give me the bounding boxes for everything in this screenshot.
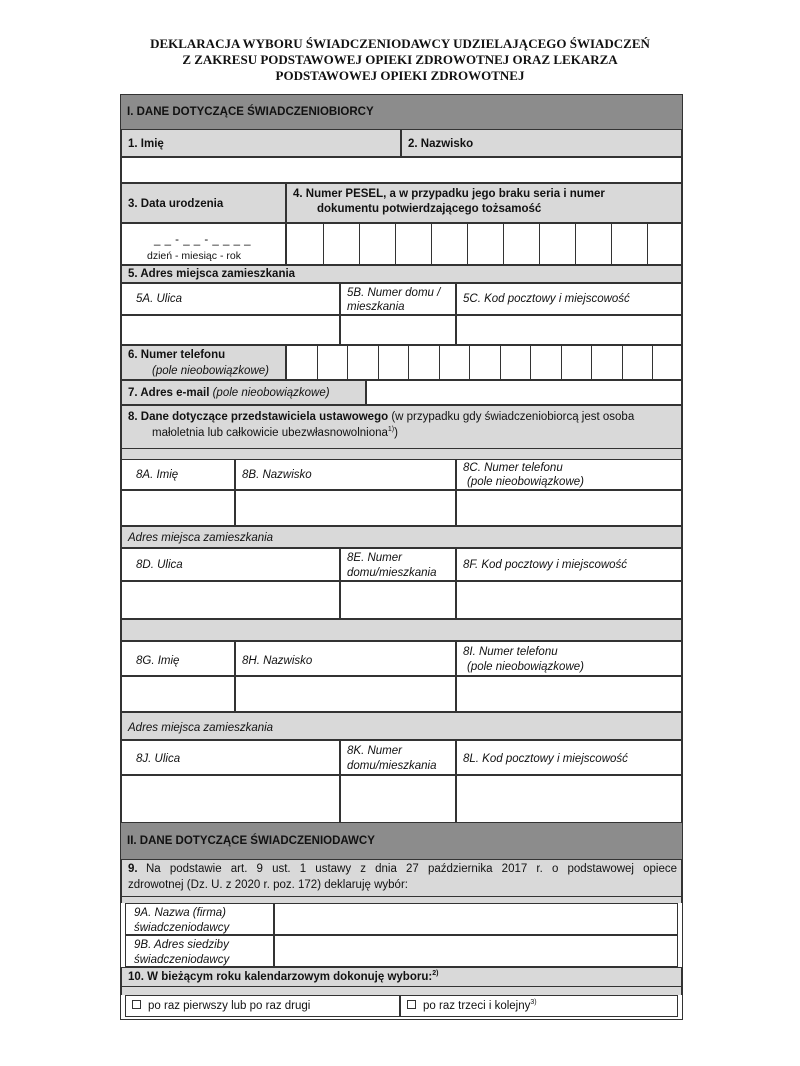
field-5b-label-line2: mieszkania — [347, 301, 405, 313]
field-5b-label-cell — [340, 283, 456, 315]
name-surname-input[interactable] — [121, 157, 682, 183]
field-8d-label: 8D. Ulica — [136, 559, 183, 571]
field-8-close-paren: ) — [394, 427, 398, 439]
field-8g-label-cell — [121, 641, 235, 676]
field-3-label: 3. Data urodzenia — [128, 198, 224, 210]
field-8a-label-cell — [121, 459, 235, 490]
field-5a-label: 5A. Ulica — [136, 293, 183, 305]
title-line-2: Z ZAKRESU PODSTAWOWEJ OPIEKI ZDROWOTNEJ ORAZ LEKARZA — [182, 52, 618, 67]
field-6-label-cell — [121, 345, 286, 380]
field-8f-label-cell — [456, 548, 682, 581]
field-10-label — [128, 970, 438, 984]
field-9b-label-line2: świadczeniodawcy — [134, 954, 230, 966]
field-5c-label-cell — [456, 283, 682, 315]
rep1-first-name-input[interactable] — [121, 490, 235, 526]
field-10-spacer — [121, 987, 682, 995]
street-input[interactable] — [121, 315, 340, 345]
field-8-label-line2-text: małoletnia lub całkowicie ubezwłasnowolniona — [152, 427, 388, 439]
rep-separator — [121, 619, 682, 641]
field-9a-label-line2: świadczeniodawcy — [134, 922, 230, 934]
field-1-label: 1. Imię — [128, 138, 164, 150]
field-8-label-line2 — [152, 426, 398, 440]
section-2-title: II. DANE DOTYCZĄCE ŚWIADCZENIODAWCY — [127, 835, 375, 847]
field-8i-label-cell — [456, 641, 682, 676]
field-8-label-bold: 8. Dane dotyczące przedstawiciela ustawowego — [128, 411, 389, 423]
field-9-text-line2: zdrowotnej (Dz. U. z 2020 r. poz. 172) deklaruję wybór: — [128, 879, 408, 891]
rep1-phone-input[interactable] — [456, 490, 682, 526]
title-line-1: DEKLARACJA WYBORU ŚWIADCZENIODAWCY UDZIELAJĄCEGO ŚWIADCZEŃ — [150, 36, 650, 51]
field-7-note: (pole nieobowiązkowe) — [212, 387, 330, 399]
rep1-postal-city-input[interactable] — [456, 581, 682, 619]
date-format-hint: dzień - miesiąc - rok — [147, 250, 241, 262]
section-1-title: I. DANE DOTYCZĄCE ŚWIADCZENIOBIORCY — [127, 106, 374, 118]
field-9-number: 9. — [128, 863, 138, 875]
rep1-spacer — [121, 449, 682, 459]
field-2-label: 2. Nazwisko — [408, 138, 474, 150]
checkbox-first-second[interactable] — [132, 1000, 141, 1009]
field-8h-label-cell — [235, 641, 456, 676]
rep1-address-header — [121, 526, 682, 548]
field-6-note: (pole nieobowiązkowe) — [152, 365, 269, 377]
provider-address-input[interactable] — [274, 935, 678, 967]
email-input[interactable] — [366, 380, 682, 405]
field-5-label-cell — [121, 265, 682, 283]
field-5a-label-cell — [121, 283, 340, 315]
house-number-input[interactable] — [340, 315, 456, 345]
rep2-postal-city-input[interactable] — [456, 775, 682, 823]
field-8k-label-line1: 8K. Numer — [347, 745, 402, 757]
field-8l-label: 8L. Kod pocztowy i miejscowość — [463, 753, 628, 765]
field-8c-label-line2: (pole nieobowiązkowe) — [467, 476, 584, 488]
field-8j-label-cell — [121, 740, 340, 775]
choice-first-second — [132, 999, 310, 1013]
field-7-label — [128, 386, 330, 400]
field-9b-label-line1: 9B. Adres siedziby — [134, 939, 229, 951]
field-7-label-text: 7. Adres e-mail — [128, 387, 210, 399]
field-8-label-line1 — [128, 410, 634, 424]
rep2-first-name-input[interactable] — [121, 676, 235, 712]
rep2-address-header — [121, 712, 682, 740]
field-8e-label-line1: 8E. Numer — [347, 552, 402, 564]
field-4-label-line2: dokumentu potwierdzającego tożsamość — [317, 203, 542, 215]
section-2-header — [121, 823, 682, 859]
choice-third-plus-label: po raz trzeci i kolejny — [423, 1000, 531, 1012]
pesel-input[interactable] — [286, 223, 682, 265]
rep2-street-input[interactable] — [121, 775, 340, 823]
rep1-surname-input[interactable] — [235, 490, 456, 526]
field-8l-label-cell — [456, 740, 682, 775]
title-line-3: PODSTAWOWEJ OPIEKI ZDROWOTNEJ — [275, 68, 525, 83]
field-8b-label: 8B. Nazwisko — [242, 469, 312, 481]
field-5c-label: 5C. Kod pocztowy i miejscowość — [463, 293, 630, 305]
field-8b-label-cell — [235, 459, 456, 490]
field-8h-label: 8H. Nazwisko — [242, 655, 313, 667]
field-6-label: 6. Numer telefonu — [128, 349, 226, 361]
section-1-header — [121, 95, 682, 129]
field-7-label-cell — [121, 380, 366, 405]
field-9-label-cell — [121, 859, 682, 897]
field-5-label: 5. Adres miejsca zamieszkania — [128, 268, 296, 280]
rep2-house-number-input[interactable] — [340, 775, 456, 823]
rep1-house-number-input[interactable] — [340, 581, 456, 619]
field-8d-label-cell — [121, 548, 340, 581]
field-8g-label: 8G. Imię — [136, 655, 180, 667]
field-8c-label-cell — [456, 459, 682, 490]
field-5b-label-line1: 5B. Numer domu / — [347, 287, 441, 299]
rep1-address-label: Adres miejsca zamieszkania — [128, 532, 274, 544]
field-4-label-cell — [286, 183, 682, 223]
checkbox-third-plus[interactable] — [407, 1000, 416, 1009]
footnote-3-ref: 3) — [530, 999, 537, 1007]
field-8e-label-cell — [340, 548, 456, 581]
postal-city-input[interactable] — [456, 315, 682, 345]
field-8-label-rest: (w przypadku gdy świadczeniobiorcą jest osoba — [388, 411, 635, 423]
field-3-label-cell — [121, 183, 286, 223]
form-title — [0, 36, 800, 84]
field-8a-label: 8A. Imię — [136, 469, 179, 481]
rep2-address-label: Adres miejsca zamieszkania — [128, 722, 274, 734]
field-8i-label-line1: 8I. Numer telefonu — [463, 646, 558, 658]
field-9b-label-cell — [125, 935, 274, 967]
field-8j-label: 8J. Ulica — [136, 753, 181, 765]
field-8k-label-line2: domu/mieszkania — [347, 760, 437, 772]
field-8-label-cell — [121, 405, 682, 449]
declaration-form — [120, 94, 683, 1020]
phone-input[interactable] — [286, 345, 682, 380]
provider-name-input[interactable] — [274, 903, 678, 935]
field-9a-label-line1: 9A. Nazwa (firma) — [134, 907, 227, 919]
field-4-label-line1: 4. Numer PESEL, a w przypadku jego braku seria i numer — [293, 188, 605, 200]
choice-third-plus-option[interactable] — [400, 995, 678, 1017]
field-10-label-cell — [121, 967, 682, 987]
field-8c-label-line1: 8C. Numer telefonu — [463, 462, 563, 474]
rep2-surname-input[interactable] — [235, 676, 456, 712]
field-8k-label-cell — [340, 740, 456, 775]
rep1-street-input[interactable] — [121, 581, 340, 619]
field-9a-label-cell — [125, 903, 274, 935]
field-1-label-cell — [121, 129, 401, 157]
birth-date-input[interactable] — [121, 223, 286, 265]
field-8i-label-line2: (pole nieobowiązkowe) — [467, 661, 584, 673]
field-8e-label-line2: domu/mieszkania — [347, 567, 437, 579]
choice-third-plus — [407, 999, 537, 1013]
field-10-label-text: 10. W bieżącym roku kalendarzowym dokonuję wyboru: — [128, 971, 433, 983]
choice-first-second-label: po raz pierwszy lub po raz drugi — [148, 1000, 311, 1012]
rep2-phone-input[interactable] — [456, 676, 682, 712]
field-8f-label: 8F. Kod pocztowy i miejscowość — [463, 559, 628, 571]
footnote-2-ref: 2) — [432, 970, 439, 978]
footnote-1-ref: 1) — [387, 426, 395, 434]
field-9-text-line1: Na podstawie art. 9 ust. 1 ustawy z dnia 27 października 2017 r. o podstawowej opiece — [146, 863, 677, 875]
date-pattern: _ _ - _ _ - _ _ _ _ — [154, 234, 252, 246]
field-2-label-cell — [401, 129, 682, 157]
choice-first-second-option[interactable] — [125, 995, 400, 1017]
